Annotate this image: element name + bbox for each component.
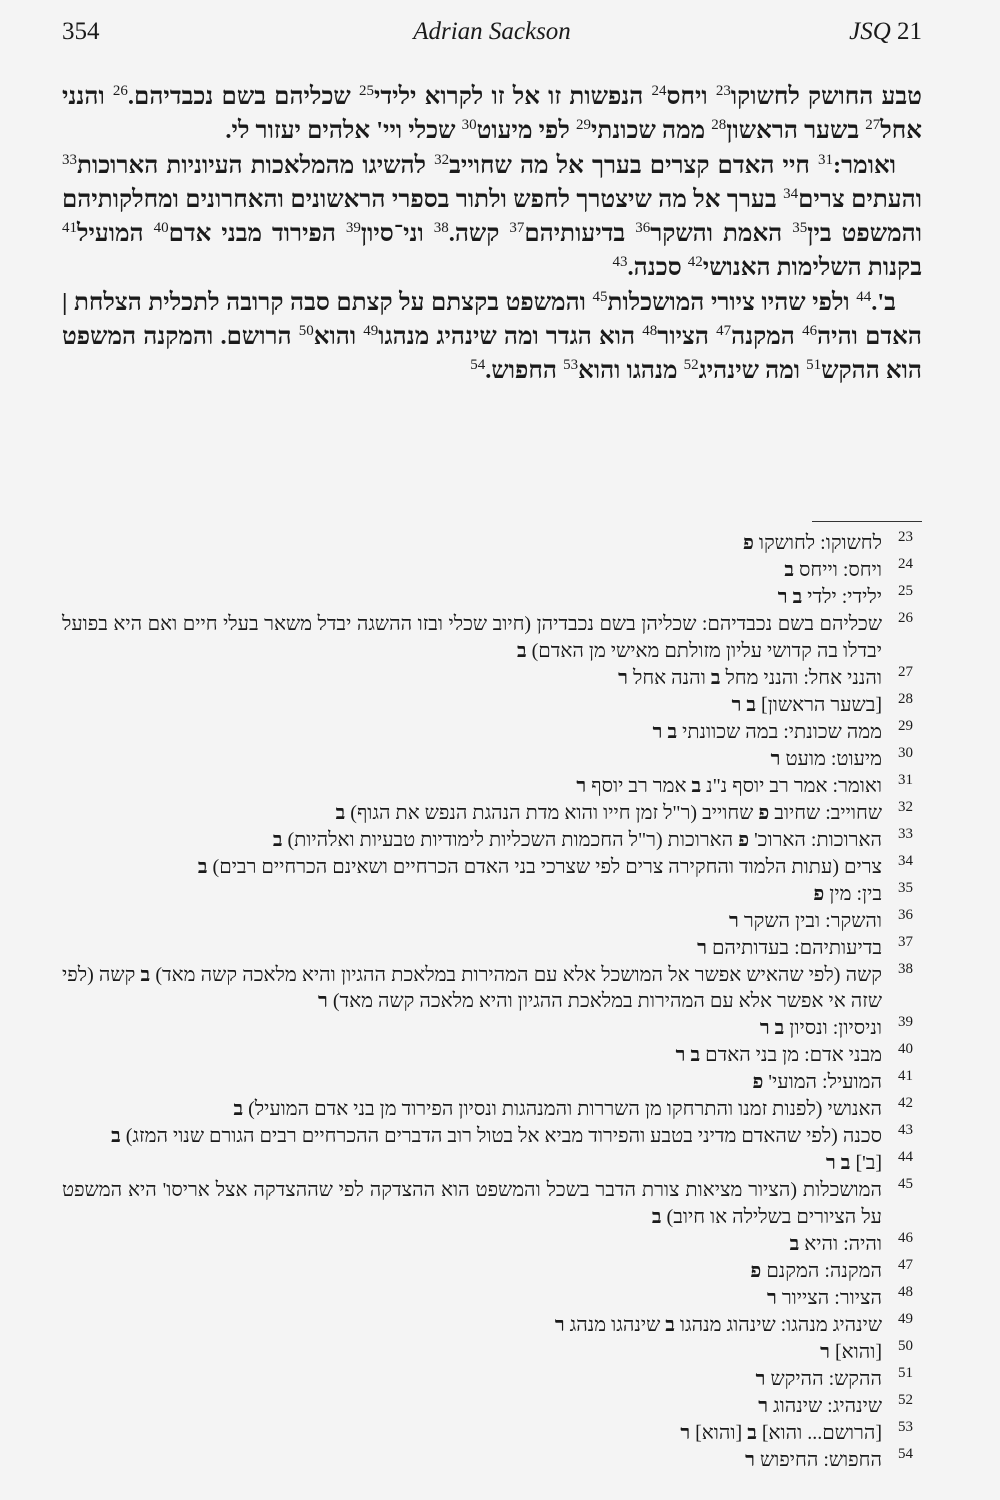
manuscript-siglum: ר [767, 1286, 777, 1309]
footnote-marker: 37 [509, 220, 525, 237]
footnote-text [62, 692, 882, 719]
footnote-text-run: אמר רב יוסף [586, 774, 692, 797]
footnote-text-run: והיה: והיא [799, 1232, 882, 1255]
main-text-run: הרושם. והמקנה המשפט הוא ההקש [62, 323, 922, 385]
footnote-number: 46 [898, 1229, 913, 1246]
footnote [62, 935, 922, 962]
main-text-run: הציור [657, 323, 717, 351]
footnote [62, 692, 922, 719]
footnote-text [62, 935, 882, 962]
footnote-text-run: קשה (לפי שזה אי אפשר אלא עם המהירות במלאכת ההגיון והיא מלאכה קשה מאד) [62, 963, 882, 1012]
footnote-marker: 45 [592, 288, 608, 305]
manuscript-siglum: ב [665, 1313, 675, 1336]
manuscript-siglum: פ [742, 532, 754, 554]
footnote-marker: 40 [153, 220, 169, 237]
manuscript-siglum: פ [758, 801, 770, 824]
manuscript-siglum: פ [738, 828, 750, 851]
main-text-run: הנפשות זו אל זו לקרוא ילידי [373, 83, 652, 110]
main-text-run: וני־סיון [360, 220, 434, 248]
footnote-text [62, 1042, 882, 1069]
journal-volume: 21 [897, 18, 922, 45]
footnote [62, 1258, 922, 1285]
main-text [62, 80, 922, 389]
footnote [62, 881, 922, 908]
main-text-run: בשער הראשון [726, 117, 866, 145]
footnotes [62, 530, 922, 1474]
footnote-text-run: האנושי (לפנות זמנו והתרחקו מן השררות והמנהגות ונסיון הפירוד מן בני אדם המועיל) [243, 1098, 882, 1120]
footnote-text [62, 530, 882, 557]
footnote-text-run: שכליהם בשם נכבדיהם: שכליהן בשם נכבדיהן (חיוב שכלי ובזו ההשגה יבדל משאר בעלי חיים ואם היא בפועל יבדלו בה קדושי עליון מזולתם מאישי מן האדם) [62, 613, 882, 662]
footnote-marker: 50 [298, 323, 314, 340]
footnote-text-run: שחוייב (ר"ל זמן חייו והוא מדת הנהגת הנפש את הגוף) [345, 801, 759, 824]
manuscript-siglum: ב ר [652, 720, 678, 743]
manuscript-siglum: ר [758, 1394, 769, 1417]
footnote-text [62, 1339, 882, 1366]
main-text-run: מנהגו והוא [578, 357, 684, 385]
footnote-text [62, 1366, 882, 1393]
footnote-text-run: ממה שכונתי: במה שכוונתי [677, 720, 882, 743]
footnote [62, 773, 922, 800]
footnote [62, 1069, 922, 1096]
footnote-text-run: [והוא] [829, 1340, 882, 1363]
footnote-number: 30 [898, 744, 913, 761]
footnote-marker: 41 [62, 220, 77, 237]
footnote-marker: 53 [563, 357, 579, 374]
footnote-text [62, 827, 882, 854]
footnote-marker: 29 [575, 117, 591, 134]
main-text-run: ולפי שהיו ציורי המושכלות [607, 288, 857, 316]
footnote [62, 1150, 922, 1177]
manuscript-siglum: ב [233, 1098, 244, 1120]
footnote-number: 54 [898, 1445, 913, 1462]
main-text-run: בדיעותיהם [524, 220, 636, 248]
footnote-marker: 25 [358, 83, 374, 99]
footnote-number: 40 [898, 1041, 913, 1057]
main-paragraph [62, 80, 922, 149]
footnote-text-run: שינהיג: שינהוג [768, 1394, 882, 1417]
footnote-marker: 52 [683, 357, 699, 374]
footnote-number: 41 [898, 1068, 913, 1084]
manuscript-siglum: ר [576, 774, 587, 797]
footnote-text [62, 1258, 882, 1285]
main-text-run: שכליהם בשם נכבדיהם. [127, 83, 359, 110]
footnote-text-run: הארוכות: הארוכ' [749, 828, 882, 851]
manuscript-siglum: ר [697, 936, 707, 959]
main-text-run: שכלי ויי' אלהים יעזור לי. [225, 117, 462, 145]
footnote [62, 584, 922, 611]
footnote-number: 31 [898, 771, 913, 788]
footnote-text-run: [הרושם... והוא] [756, 1421, 882, 1444]
footnote-number: 45 [898, 1176, 913, 1192]
footnote-marker: 33 [62, 151, 77, 168]
footnote-text-run: ילידי: ילדי [802, 586, 882, 608]
main-text-run: בערך אל מה שיצטרך לחפש ולתור בספרי הראשונים והאחרונים ומחלקותיהם והמשפט בין [62, 185, 922, 248]
manuscript-siglum: ב [789, 1232, 800, 1255]
main-paragraph [62, 149, 922, 286]
footnote-text [62, 719, 882, 746]
main-text-run: ומה שינהיג [698, 357, 807, 385]
manuscript-siglum: ב [710, 666, 721, 689]
manuscript-siglum: ב ר [759, 1017, 785, 1039]
manuscript-siglum: ר [554, 1313, 565, 1336]
footnote [62, 1123, 922, 1150]
manuscript-siglum: ב ר [731, 693, 757, 716]
footnote-text-run: לחשוקו: לחושקו [753, 532, 882, 554]
footnote-marker: 38 [433, 220, 449, 237]
journal-abbrev: JSQ [849, 18, 891, 45]
main-text-run: ממה שכונתי [590, 117, 712, 145]
footnote [62, 1312, 922, 1339]
footnote-marker: 26 [112, 83, 128, 99]
footnote-number: 38 [898, 960, 913, 977]
footnote-text [62, 1231, 882, 1258]
footnote-text-run: [והוא] [690, 1421, 748, 1444]
footnote-text-run: הארוכות (ר"ל החכמות השכליות לימודיות טבעיות ואלהיות) [282, 828, 739, 851]
manuscript-siglum: ר [745, 1448, 755, 1471]
footnote [62, 908, 922, 935]
manuscript-siglum: ר [755, 1367, 766, 1390]
manuscript-siglum: פ [813, 882, 825, 905]
main-paragraph [62, 286, 922, 389]
running-header [62, 18, 922, 54]
footnote-text [62, 1069, 882, 1096]
manuscript-siglum: ב [140, 963, 151, 986]
manuscript-siglum: ב ר [825, 1152, 851, 1174]
footnote-rule [812, 521, 922, 522]
manuscript-siglum: פ [750, 1259, 762, 1282]
footnote [62, 1231, 922, 1258]
footnote-number: 47 [898, 1256, 913, 1273]
main-text-run: חיי האדם קצרים בערך אל מה שחוייב [449, 151, 818, 179]
manuscript-siglum: ב [272, 828, 283, 851]
footnote-marker: 48 [642, 323, 658, 340]
manuscript-siglum: ב ר [777, 586, 803, 608]
footnote-number: 48 [898, 1283, 913, 1300]
footnote [62, 1096, 922, 1123]
footnote-text [62, 773, 882, 800]
footnote-text [62, 1015, 882, 1042]
main-text-run: להשיגו מהמלאכות העיוניות הארוכות [77, 151, 435, 179]
manuscript-siglum: ב [197, 855, 208, 878]
manuscript-siglum: פ [752, 1071, 764, 1093]
footnote-number: 39 [898, 1014, 913, 1030]
manuscript-siglum: ב ר [675, 1044, 701, 1066]
footnote-marker: 34 [783, 185, 799, 202]
footnote-text-run: והשקר: ובין השקר [738, 909, 882, 932]
footnote-marker: 49 [363, 323, 379, 340]
manuscript-siglum: ר [618, 666, 628, 689]
footnote-marker: 54 [470, 357, 486, 374]
footnote-text [62, 908, 882, 935]
footnote-text-run: שינהגו מנהג [564, 1313, 666, 1336]
footnote-text-run: סכנה (לפי שהאדם מדיני בטבע והפירוד מביא אל בטול רוב הדברים ההכרחיים רבים הגורם שנוי המזג) [120, 1125, 882, 1147]
manuscript-siglum: ב [335, 801, 346, 824]
main-text-run: קשה. [448, 220, 510, 248]
main-text-run: הפירוד מבני אדם [168, 220, 346, 248]
footnote-text [62, 854, 882, 881]
main-text-run: המועיל [77, 220, 154, 248]
footnote-text-run: והנני אחל: והנני מחל [720, 666, 882, 689]
footnote-number: 33 [898, 825, 913, 842]
footnote-text-run: [בשער הראשון] [756, 693, 882, 716]
footnote [62, 1015, 922, 1042]
footnote-text-run: ואומר: אמר רב יוסף נ"נ [701, 774, 882, 797]
footnote [62, 746, 922, 773]
footnote [62, 530, 922, 557]
footnote-marker: 27 [865, 117, 881, 134]
main-text-run: והוא [313, 323, 364, 351]
main-text-run: האמת והשקר [650, 220, 793, 248]
footnote-marker: 24 [651, 83, 667, 99]
footnote [62, 1447, 922, 1474]
footnote-marker: 42 [687, 254, 703, 271]
footnote [62, 1177, 922, 1230]
footnote-number: 32 [898, 798, 913, 815]
footnote-marker: 46 [802, 323, 818, 340]
footnote-text [62, 584, 882, 611]
footnote-text-run: החפוש: החיפוש [755, 1448, 882, 1471]
footnote-text [62, 557, 882, 584]
manuscript-siglum: ר [820, 1340, 830, 1363]
footnote-number: 35 [898, 879, 913, 896]
footnote-marker: 30 [461, 117, 477, 134]
footnote-number: 24 [898, 556, 913, 572]
footnote-text [62, 1393, 882, 1420]
main-text-run: המקנה [731, 323, 803, 351]
main-text-run: ויחס [666, 83, 716, 110]
footnote-text [62, 962, 882, 1015]
footnote-text [62, 1447, 882, 1474]
footnote-number: 44 [898, 1149, 913, 1165]
footnote-text [62, 1177, 882, 1230]
footnote-text-run: בין: מין [824, 882, 882, 905]
footnote-text-run: והנה אחל [627, 666, 711, 689]
manuscript-siglum: ר [770, 747, 781, 770]
main-text-run: טבע החושק לחשוקו [730, 83, 922, 110]
footnote-text [62, 611, 882, 664]
footnote-marker: 43 [612, 254, 628, 271]
footnote-text-run: שחוייב: שחיוב [769, 801, 882, 824]
footnote-text-run: [ב'] [850, 1152, 882, 1174]
footnote-number: 50 [898, 1337, 913, 1354]
footnote-number: 27 [898, 663, 913, 680]
footnote-number: 42 [898, 1095, 913, 1111]
manuscript-siglum: ב [747, 1421, 757, 1444]
footnote-number: 52 [898, 1391, 913, 1408]
footnote-marker: 36 [635, 220, 651, 237]
main-text-run: והעתים צרים [798, 185, 923, 213]
footnote [62, 1042, 922, 1069]
footnote [62, 854, 922, 881]
manuscript-siglum: ב [516, 639, 527, 662]
footnote-text-run: שינהיג מנהגו: שינהוג מנהגו [674, 1313, 882, 1336]
footnote-text-run: מיעוט: מועט [780, 747, 882, 770]
main-text-run: החפוש. [485, 357, 564, 385]
footnote [62, 557, 922, 584]
footnote [62, 827, 922, 854]
footnote-number: 23 [898, 529, 913, 545]
footnote [62, 1366, 922, 1393]
main-text-run: סכנה. [627, 254, 688, 282]
footnote-number: 36 [898, 906, 913, 923]
footnote-number: 25 [898, 583, 913, 599]
footnote [62, 1393, 922, 1420]
manuscript-siglum: ב [111, 1125, 121, 1147]
footnote-marker: 47 [716, 323, 732, 340]
manuscript-siglum: ב [691, 774, 702, 797]
footnote-marker: 28 [711, 117, 727, 134]
manuscript-siglum: ב [651, 1205, 662, 1228]
footnote-number: 53 [898, 1418, 913, 1435]
footnote-number: 43 [898, 1122, 913, 1138]
footnote-number: 29 [898, 717, 913, 734]
footnote-text-run: צרים (עתות הלמוד והחקירה צרים לפי שצרכי בני האדם הכרחיים ושאינם הכרחיים רבים) [207, 855, 882, 878]
footnote-text-run: וניסיון: ונסיון [784, 1017, 882, 1039]
main-text-run: ב'. [871, 288, 896, 316]
footnote-text [62, 1312, 882, 1339]
footnote-number: 26 [898, 610, 913, 626]
footnote-number: 51 [898, 1364, 913, 1381]
footnote-text-run: ההקש: ההיקש [765, 1367, 882, 1390]
footnote-marker: 35 [792, 220, 808, 237]
footnote [62, 719, 922, 746]
footnote [62, 1420, 922, 1447]
footnote-marker: 51 [806, 357, 822, 374]
main-text-run: הוא הגדר ומה שינהיג מנהגו [378, 323, 643, 351]
footnote-text [62, 1096, 882, 1123]
running-head-journal [849, 18, 922, 46]
footnote-text [62, 881, 882, 908]
footnote-text [62, 1420, 882, 1447]
footnote-text [62, 1123, 882, 1150]
footnote-text [62, 1285, 882, 1312]
manuscript-siglum: ב [784, 559, 795, 581]
main-text-run: בקנות השלימות האנושי [702, 254, 922, 282]
footnote-number: 34 [898, 852, 913, 869]
footnote-text [62, 665, 882, 692]
footnote-text-run: ויחס: וייחס [794, 559, 882, 581]
footnote [62, 962, 922, 1015]
footnote-marker: 39 [345, 220, 361, 237]
footnote [62, 800, 922, 827]
footnote-text-run: הציור: הצייור [776, 1286, 882, 1309]
running-head-author: Adrian Sackson [413, 18, 571, 45]
footnote [62, 1285, 922, 1312]
footnote-text [62, 1150, 882, 1177]
footnote-text [62, 746, 882, 773]
main-text-run: לפי מיעוט [476, 117, 576, 145]
page-number: 354 [62, 18, 100, 45]
footnote-text-run: מבני אדם: מן בני האדם [700, 1044, 882, 1066]
footnote-marker: 31 [817, 151, 833, 168]
manuscript-siglum: ר [680, 1421, 691, 1444]
footnote-text-run: המועיל: המועי' [763, 1071, 882, 1093]
footnote-text [62, 800, 882, 827]
footnote [62, 611, 922, 664]
footnote-text-run: בדיעותיהם: בעדותיהם [706, 936, 882, 959]
main-text-run: והמשפט בקצתם על קצתם סבה קרובה לתכלית הצלחת | האדם והיה [62, 288, 922, 351]
manuscript-siglum: ר [729, 909, 739, 932]
footnote [62, 665, 922, 692]
footnote-marker: 23 [715, 83, 731, 99]
footnote-number: 28 [898, 690, 913, 707]
main-text-run: והנני אחל [62, 83, 922, 145]
footnote-marker: 44 [856, 288, 872, 305]
footnote-number: 49 [898, 1310, 913, 1327]
footnote-text-run: קשה (לפי שהאיש אפשר אל המושכל אלא עם המהירות במלאכת ההגיון והיא מלאכה קשה מאד) [150, 963, 882, 986]
footnote-number: 37 [898, 933, 913, 950]
footnote-text-run: המקנה: המקנם [761, 1259, 882, 1282]
footnote-marker: 32 [434, 151, 450, 168]
manuscript-siglum: ר [318, 990, 328, 1012]
footnote-text-run: המושכלות (הציור מציאות צורת הדבר בשכל והמשפט הוא ההצדקה לפי שההצדקה אצל אריסו' היא המשפט על הציורים בשלילה או חיוב) [62, 1179, 882, 1228]
footnote [62, 1339, 922, 1366]
main-text-run: ואומר: [832, 151, 896, 179]
